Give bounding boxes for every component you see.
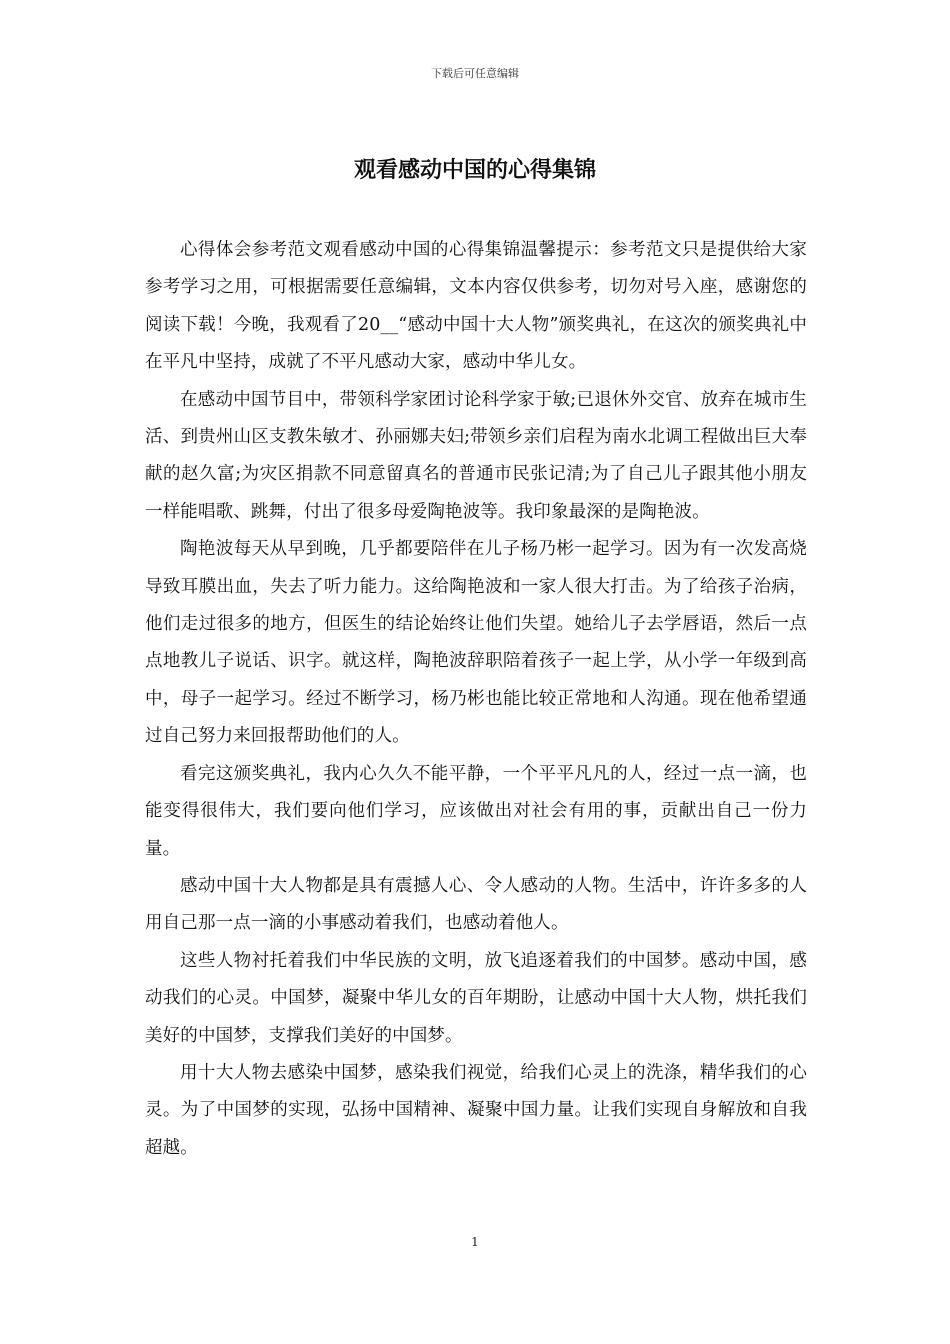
page-number: 1 bbox=[471, 1235, 479, 1249]
document-title: 观看感动中国的心得集锦 bbox=[353, 158, 596, 183]
paragraph-chinese-dream: 这些人物衬托着我们中华民族的文明，放飞追逐着我们的中国梦。感动中国，感动我们的心灵。中国梦，凝聚中华儿女的百年期盼，让感动中国十大人物，烘托我们美好的中国梦，支撑我们美好的中国梦。 bbox=[145, 950, 807, 1046]
paragraph-intro: 心得体会参考范文观看感动中国的心得集锦温馨提示：参考范文只是提供给大家参考学习之用，可根据需要任意编辑，文本内容仅供参考，切勿对号入座，感谢您的阅读下载！今晚，我观看了20__“感动中国十大人物”颁奖典礼，在这次的颁奖典礼中在平凡中坚持，成就了不平凡感动大家，感动中华儿女。 bbox=[145, 240, 807, 373]
paragraph-tao-yanbo: 陶艳波每天从早到晚，几乎都要陪伴在儿子杨乃彬一起学习。因为有一次发高烧导致耳膜出血，失去了听力能力。这给陶艳波和一家人很大打击。为了给孩子治病，他们走过很多的地方，但医生的结论始终让他们失望。她给儿子去学唇语，然后一点点地教儿子说话、识字。就这样，陶艳波辞职陪着孩子一起上学，从小学一年级到高中，母子一起学习。经过不断学习，杨乃彬也能比较正常地和人沟通。现在他希望通过自己努力来回报帮助他们的人。 bbox=[145, 539, 807, 747]
document-body bbox=[145, 232, 807, 1167]
paragraph-reflection: 看完这颁奖典礼，我内心久久不能平静，一个平平凡凡的人，经过一点一滴，也能变得很伟大，我们要向他们学习，应该做出对社会有用的事，贡献出自己一份力量。 bbox=[145, 763, 807, 859]
paragraph-honorees: 在感动中国节目中，带领科学家团讨论科学家于敏;已退休外交官、放弃在城市生活、到贵州山区支教朱敏才、孙丽娜夫妇;带领乡亲们启程为南水北调工程做出巨大奉献的赵久富;为灾区捐款不同意留真名的普通市民张记清;为了自己儿子跟其他小朋友一样能唱歌、跳舞，付出了很多母爱陶艳波等。我印象最深的是陶艳波。 bbox=[145, 389, 807, 522]
page-header: 下载后可任意编辑 bbox=[431, 67, 519, 80]
paragraph-conclusion: 用十大人物去感染中国梦，感染我们视觉，给我们心灵上的洗涤，精华我们的心灵。为了中国梦的实现，弘扬中国精神、凝聚中国力量。让我们实现自身解放和自我超越。 bbox=[145, 1062, 807, 1158]
paragraph-touching-people: 感动中国十大人物都是具有震撼人心、令人感动的人物。生活中，许许多多的人用自己那一点一滴的小事感动着我们，也感动着他人。 bbox=[145, 875, 807, 934]
